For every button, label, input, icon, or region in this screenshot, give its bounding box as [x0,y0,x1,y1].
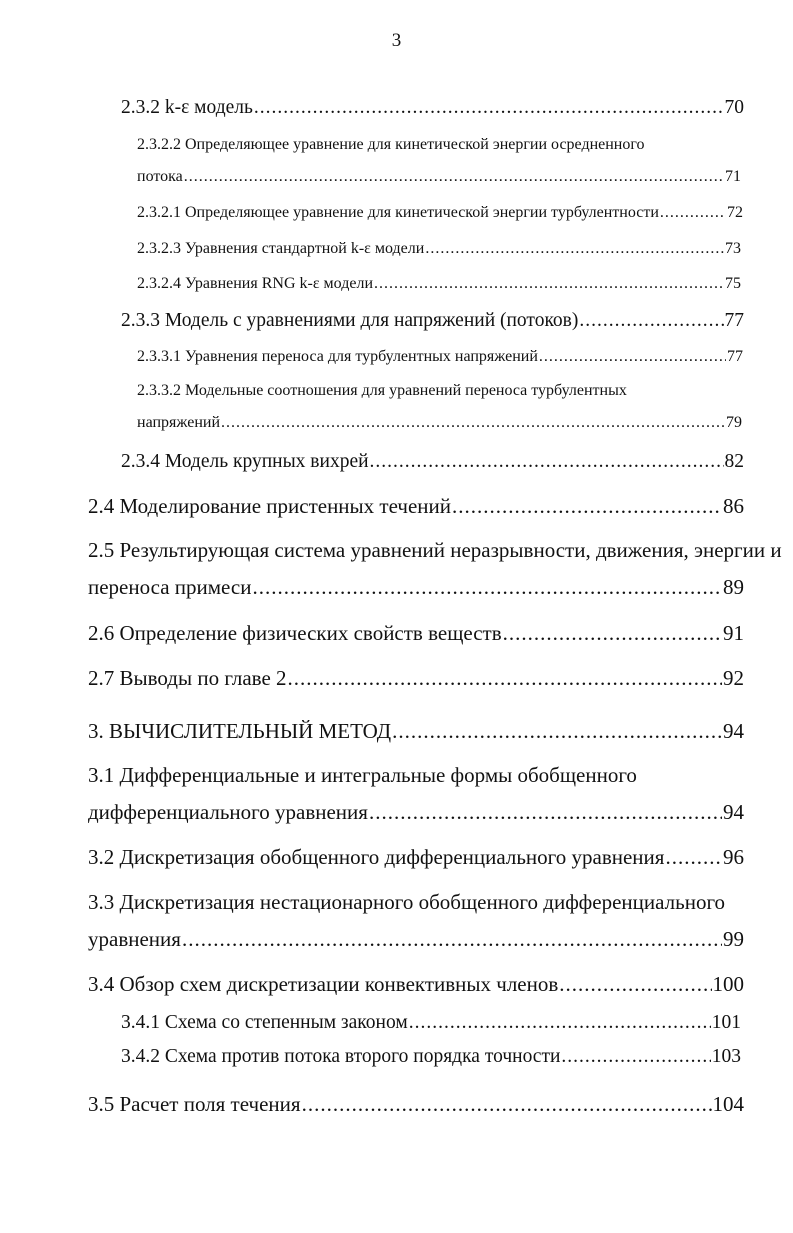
toc-entry-3-2[interactable] [88,845,744,870]
toc-label: 3. ВЫЧИСЛИТЕЛЬНЫЙ МЕТОД [88,719,392,743]
toc-label: 3.4.1 Схема со степенным законом [121,1012,408,1033]
toc-page: 70 [724,97,744,118]
toc-label: 3.4 Обзор схем дискретизации конвективных членов [88,972,559,996]
leader-dots [184,168,724,186]
leader-dots [561,1046,710,1068]
toc-entry-3-1-line1: 3.1 Дифференциальные и интегральные формы обобщенного [88,763,637,787]
toc-entry-3-5[interactable] [88,1092,744,1117]
leader-dots [182,927,722,952]
toc-label: 2.7 Выводы по главе 2 [88,666,287,690]
toc-label: 3.4.2 Схема против потока второго порядка точности [121,1046,561,1067]
toc-entry-3-4[interactable] [88,972,744,997]
toc-page: 71 [725,168,741,185]
toc-page: 91 [723,621,744,645]
toc-label: 2.3.2.3 Уравнения стандартной k-ε модели [137,240,425,257]
leader-dots [660,204,726,222]
toc-entry-2-3-2-2[interactable] [137,168,741,186]
toc-entry-2-6[interactable] [88,621,744,646]
toc-entry-2-3-2-4[interactable] [137,275,741,293]
toc-label: напряжений [137,414,221,431]
toc-entry-2-3-3-2-line1: 2.3.3.2 Модельные соотношения для уравнений переноса турбулентных [137,382,627,399]
toc-label: дифференциального уравнения [88,800,368,824]
leader-dots [579,310,723,332]
toc-page: 73 [725,240,741,257]
toc-page: 72 [727,204,743,221]
page-number: 3 [391,30,402,51]
toc-page: 75 [725,275,741,292]
toc-entry-3-4-1[interactable] [121,1012,741,1034]
toc-page: 94 [723,719,744,743]
toc-label: 3.5 Расчет поля течения [88,1092,301,1116]
toc-label: переноса примеси [88,575,252,599]
leader-dots [425,240,724,258]
toc-label: 2.3.2.4 Уравнения RNG k-ε модели [137,275,374,292]
toc-page: 100 [712,972,744,996]
toc-entry-3-3[interactable] [88,927,744,952]
toc-label: потока [137,168,183,185]
toc-label: 2.3.3 Модель с уравнениями для напряжений (потоков) [121,310,579,331]
toc-entry-2-3-4[interactable] [121,451,744,473]
leader-dots [288,666,722,691]
toc-entry-2-3-3[interactable] [121,310,744,332]
toc-label: 2.3.2 k-ε модель [121,97,253,118]
toc-label: 2.6 Определение физических свойств веществ [88,621,502,645]
toc-entry-2-3-2[interactable] [121,97,744,119]
toc-page: 92 [723,666,744,690]
leader-dots [392,719,722,744]
leader-dots [503,621,722,646]
toc-entry-2-5[interactable] [88,575,744,600]
toc-page: 82 [724,451,744,472]
toc-page: 104 [712,1092,744,1116]
leader-dots [665,845,722,870]
toc-label: 3.2 Дискретизация обобщенного дифференциального уравнения [88,845,665,869]
toc-entry-3-4-2[interactable] [121,1046,741,1068]
toc-entry-2-5-line1: 2.5 Результирующая система уравнений неразрывности, движения, энергии и [88,538,782,562]
toc-page: 89 [723,575,744,599]
toc-page: 103 [711,1046,741,1067]
leader-dots [370,451,724,473]
toc-entry-3-1[interactable] [88,800,744,825]
toc-entry-3-3-line1: 3.3 Дискретизация нестационарного обобщенного дифференциального [88,890,726,914]
toc-page: 79 [726,414,742,431]
leader-dots [539,348,726,366]
toc-entry-3[interactable] [88,719,744,744]
toc-page: 86 [723,494,744,518]
toc-entry-2-3-2-2-line1: 2.3.2.2 Определяющее уравнение для кинетической энергии осредненного [137,136,645,153]
toc-label: 2.3.3.1 Уравнения переноса для турбулентных напряжений [137,348,538,365]
toc-entry-2-4[interactable] [88,494,744,519]
toc-label: уравнения [88,927,181,951]
leader-dots [559,972,711,997]
leader-dots [302,1092,712,1117]
leader-dots [452,494,722,519]
toc-entry-2-3-3-1[interactable] [137,348,743,366]
toc-label: 2.4 Моделирование пристенных течений [88,494,451,518]
leader-dots [221,414,725,432]
toc-label: 2.3.4 Модель крупных вихрей [121,451,369,472]
toc-entry-2-3-2-3[interactable] [137,240,741,258]
toc-page: 77 [727,348,743,365]
leader-dots [369,800,722,825]
leader-dots [409,1012,711,1034]
leader-dots [254,97,724,119]
toc-page: 77 [724,310,744,331]
toc-page: 99 [723,927,744,951]
toc-page: 101 [711,1012,741,1033]
toc-entry-2-7[interactable] [88,666,744,691]
leader-dots [374,275,724,293]
toc-entry-2-3-3-2[interactable] [137,414,742,432]
toc-entry-2-3-2-1[interactable] [137,204,743,222]
toc-page: 96 [723,845,744,869]
toc-label: 2.3.2.1 Определяющее уравнение для кинетической энергии турбулентности [137,204,659,221]
toc-page: 94 [723,800,744,824]
leader-dots [252,575,722,600]
